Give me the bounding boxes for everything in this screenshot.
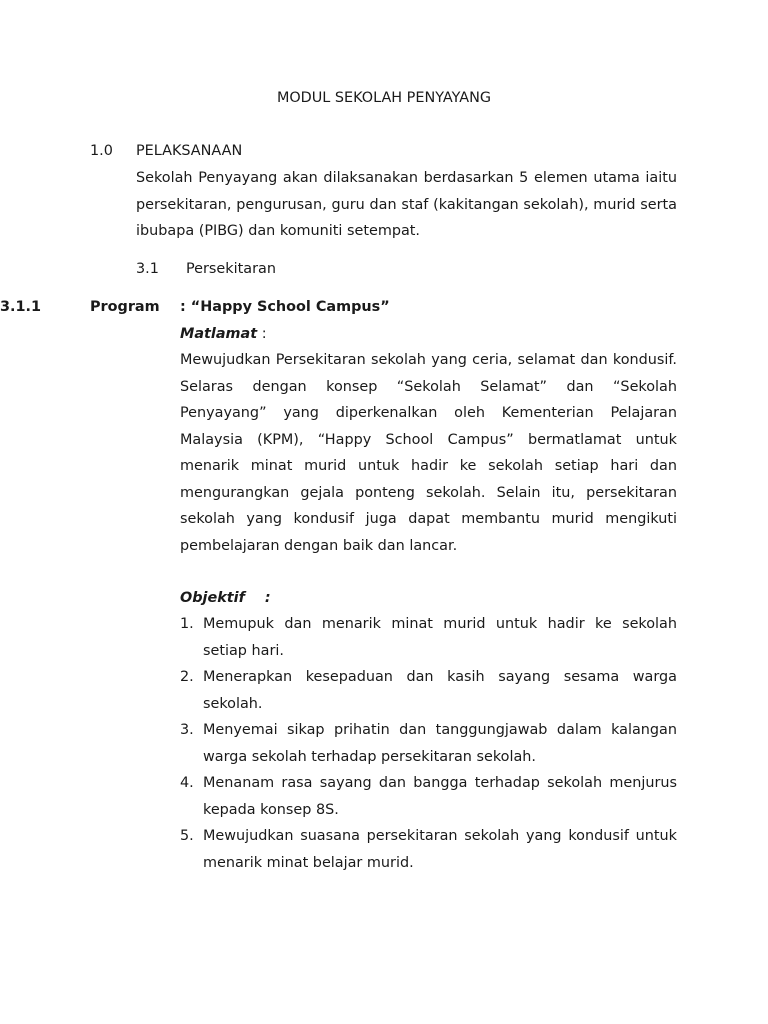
objektif-item-text: Mewujudkan suasana persekitaran sekolah yang kondusif untuk menarik minat belajar murid. xyxy=(203,828,677,871)
section-title: PELAKSANAAN xyxy=(136,143,243,159)
section-intro-paragraph: Sekolah Penyayang akan dilaksanakan berdasarkan 5 elemen utama iaitu persekitaran, pengurusan, guru dan staf (kakitangan sekolah), murid serta ibubapa (PIBG) dan komuniti setempat. xyxy=(136,170,677,239)
objektif-item-number: 1. xyxy=(180,616,194,632)
document-title: MODUL SEKOLAH PENYAYANG xyxy=(276,90,492,106)
objektif-item-text: Menerapkan kesepaduan dan kasih sayang sesama warga sekolah. xyxy=(203,669,677,712)
program-label: Program xyxy=(90,299,160,315)
subsection-title: Persekitaran xyxy=(186,261,276,277)
objektif-item-number: 5. xyxy=(180,828,194,844)
subsection-number: 3.1 xyxy=(136,261,159,277)
matlamat-heading: Matlamat xyxy=(180,326,258,342)
objektif-item xyxy=(180,717,677,770)
program-name: : “Happy School Campus” xyxy=(180,299,390,315)
matlamat-heading-line xyxy=(180,326,267,342)
objektif-heading: Objektif xyxy=(180,590,245,606)
matlamat-paragraph: Mewujudkan Persekitaran sekolah yang ceria, selamat dan kondusif. Selaras dengan konsep “Sekolah Selamat” dan “Sekolah Penyayang” yang diperkenalkan oleh Kementerian Pelajaran Malaysia (KPM), “Happy School Campus” bermatlamat untuk menarik minat murid untuk hadir ke sekolah setiap hari dan mengurangkan gejala ponteng sekolah. Selain itu, persekitaran sekolah yang kondusif juga dapat membantu murid mengikuti pembelajaran dengan baik dan lancar. xyxy=(180,352,677,554)
objektif-list xyxy=(180,611,677,876)
objektif-item xyxy=(180,611,677,664)
objektif-item-number: 4. xyxy=(180,775,194,791)
objektif-item-number: 2. xyxy=(180,669,194,685)
objektif-item xyxy=(180,823,677,876)
objektif-item-number: 3. xyxy=(180,722,194,738)
objektif-heading-line xyxy=(180,590,271,606)
matlamat-colon: : xyxy=(261,326,267,342)
objektif-item-text: Menyemai sikap prihatin dan tanggungjawab dalam kalangan warga sekolah terhadap persekitaran sekolah. xyxy=(203,722,677,765)
section-number: 1.0 xyxy=(90,143,113,159)
subsubsection-number: 3.1.1 xyxy=(0,299,41,315)
objektif-item xyxy=(180,770,677,823)
objektif-item-text: Menanam rasa sayang dan bangga terhadap sekolah menjurus kepada konsep 8S. xyxy=(203,775,677,818)
objektif-item xyxy=(180,664,677,717)
objektif-item-text: Memupuk dan menarik minat murid untuk hadir ke sekolah setiap hari. xyxy=(203,616,677,659)
objektif-colon: : xyxy=(264,590,271,606)
